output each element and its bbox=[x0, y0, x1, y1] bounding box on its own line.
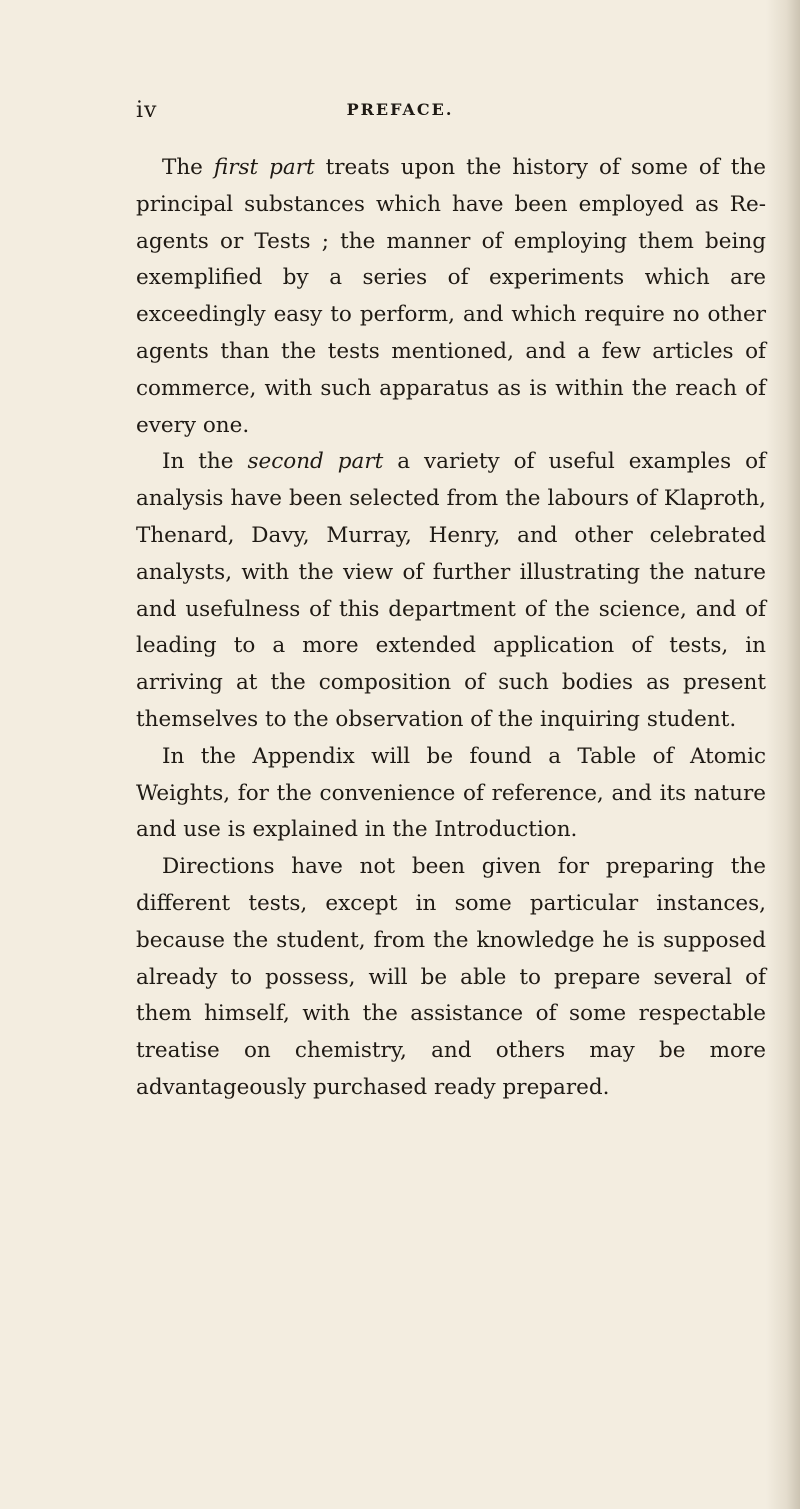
paragraph-lead: In the bbox=[162, 449, 248, 475]
running-title: PREFACE. bbox=[346, 100, 454, 119]
paragraph-text: a variety of useful examples of analysis have been selected from the labours of Klaproth, Thenard, Davy, Murray, Henry, and other celebrated analysts, with the view of further illustrating the nature and usefulness of this department of the science, and of leading to a more extended application of tests, in arriving at the composition of such bodies as present themselves to the observation of the inquiring student. bbox=[136, 449, 767, 732]
paragraph-directions bbox=[136, 849, 766, 1107]
running-head bbox=[0, 98, 800, 128]
paragraph-text: Directions have not been given for preparing the different tests, except in some particular instances, because the student, from the knowledge he is supposed already to possess, will be able to prepare several of them himself, with the assistance of some respectable treatise on chemistry, and others may be more advantageously purchased ready prepared. bbox=[136, 854, 766, 1100]
paragraph-emphasis: second part bbox=[247, 449, 384, 475]
preface-body bbox=[136, 150, 766, 1107]
paragraph-second-part bbox=[136, 444, 766, 738]
paragraph-first-part bbox=[136, 150, 766, 444]
paragraph-lead: The bbox=[162, 155, 214, 180]
paragraph-text: treats upon the history of some of the principal substances which have been employed as Re-agents or Tests ; the manner of employing them being exemplified by a series of experiments which are exceedingly easy to perform, and which require no other agents than the tests mentioned, and a few articles of commerce, with such apparatus as is within the reach of every one. bbox=[136, 155, 767, 438]
paragraph-appendix bbox=[136, 739, 766, 849]
page-edge-shadow bbox=[766, 0, 800, 1509]
paragraph-text: In the Appendix will be found a Table of Atomic Weights, for the convenience of reference, and its nature and use is explained in the Introduction. bbox=[136, 743, 766, 843]
paragraph-emphasis: first part bbox=[213, 155, 315, 180]
page-number: iv bbox=[136, 98, 158, 123]
